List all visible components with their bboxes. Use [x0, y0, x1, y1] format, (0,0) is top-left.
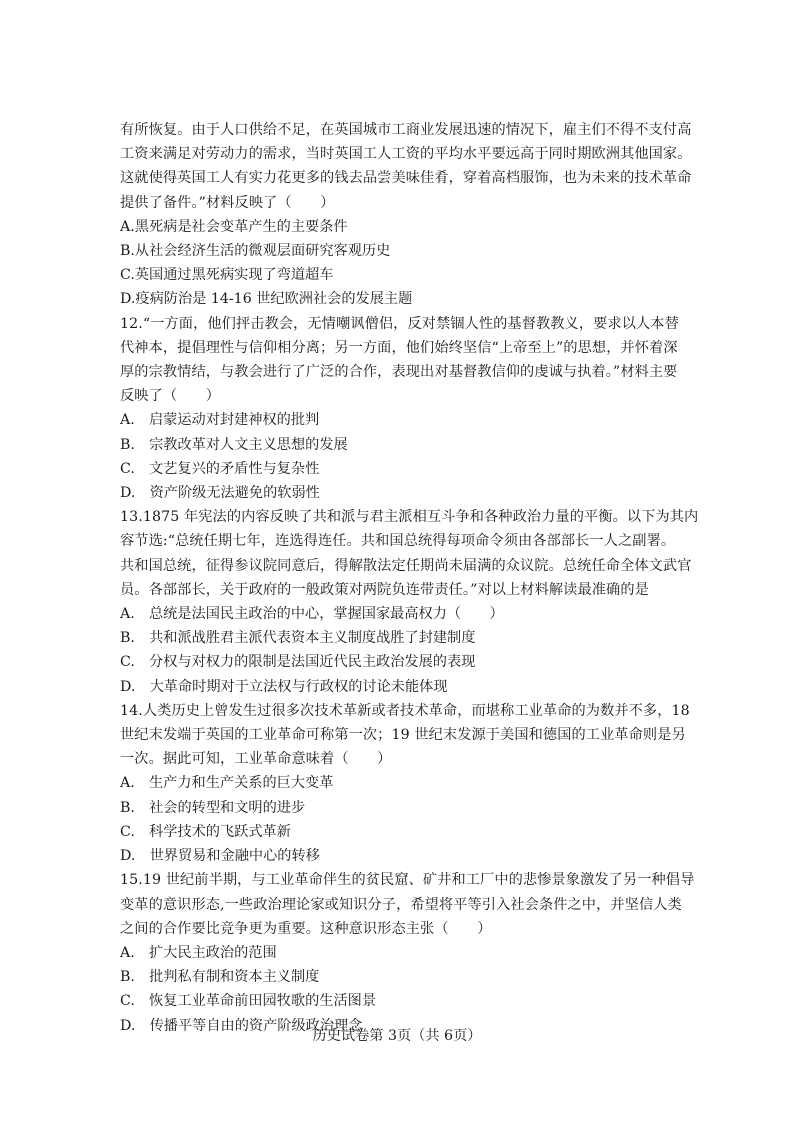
- question-12-option-a: A. 启蒙运动对封建神权的批判: [120, 412, 320, 429]
- stem-line: 这就使得英国工人有实力花更多的钱去品尝美味佳肴，穿着高档服饰，也为未来的技术革命: [120, 170, 692, 187]
- stem-line: 反映了（ ）: [120, 388, 221, 405]
- stem-line: 世纪末发端于英国的工业革命可称第一次；19 世纪末发源于美国和德国的工业革命则是另: [120, 727, 686, 744]
- question-12-option-b: B. 宗教改革对人文主义思想的发展: [120, 436, 348, 453]
- question-14-option-c: C. 科学技术的飞跃式革新: [120, 823, 291, 840]
- question-11: [120, 118, 692, 312]
- question-11-option-a: A.黑死病是社会变革产生的主要条件: [120, 218, 348, 235]
- stem-line: 提供了备件。”材料反映了（ ）: [120, 194, 335, 211]
- page-footer: 历史试卷第 3页（共 6页）: [312, 1028, 482, 1044]
- question-15: [120, 868, 695, 1037]
- stem-line: 有所恢复。由于人口供给不足，在英国城市工商业发展迅速的情况下，雇主们不得不支付高: [120, 122, 692, 138]
- stem-line: 共和国总统，征得参议院同意后，得解散法定任期尚未届满的众议院。总统任命全体文武官: [120, 557, 692, 574]
- stem-line: 容节选:“总统任期七年，连选得连任。共和国总统得每项命令须由各部部长一人之副署。: [120, 533, 676, 550]
- question-12-stem: [120, 312, 682, 409]
- exam-page-content: [120, 118, 699, 1038]
- stem-line: 工资来满足对劳动力的需求，当时英国工人工资的平均水平要远高于同时期欧洲其他国家。: [120, 146, 692, 163]
- question-15-option-b: B. 批判私有制和资本主义制度: [120, 969, 320, 986]
- question-14-option-d: D. 世界贸易和金融中心的转移: [120, 848, 320, 865]
- question-14-option-b: B. 社会的转型和文明的进步: [120, 799, 306, 816]
- stem-line: 一次。据此可知，工业革命意味着（ ）: [120, 751, 392, 768]
- question-11-option-b: B.从社会经济生活的微观层面研究客观历史: [120, 243, 391, 260]
- question-13-option-d: D. 大革命时期对于立法权与行政权的讨论未能体现: [120, 678, 448, 695]
- question-15-option-c: C. 恢复工业革命前田园牧歌的生活图景: [120, 993, 377, 1010]
- stem-line: 14.人类历史上曾发生过很多次技术革新或者技术革命，而堪称工业革命的为数并不多，18: [120, 702, 690, 719]
- question-11-option-d: D.疫病防治是 14-16 世纪欧洲社会的发展主题: [120, 291, 413, 308]
- question-11-option-c: C.英国通过黑死病实现了弯道超车: [120, 267, 334, 284]
- stem-line: 之间的合作要比竞争更为重要。这种意识形态主张（ ）: [120, 920, 492, 937]
- stem-line: 13.1875 年宪法的内容反映了共和派与君主派相互斗争和各种政治力量的平衡。以下为其内: [120, 509, 699, 526]
- question-12: [120, 312, 682, 506]
- question-13-option-c: C. 分权与对权力的限制是法国近代民主政治发展的表现: [120, 654, 476, 671]
- question-13-option-b: B. 共和派战胜君主派代表资本主义制度战胜了封建制度: [120, 630, 476, 647]
- stem-line: 变革的意识形态,一些政治理论家或知识分子，希望将平等引入社会条件之中，并坚信人类: [120, 896, 682, 913]
- question-14: [120, 699, 690, 868]
- question-13-option-a: A. 总统是法国民主政治的中心，掌握国家最高权力（ ）: [120, 606, 504, 623]
- question-12-option-d: D. 资产阶级无法避免的软弱性: [120, 485, 320, 502]
- question-13-stem: [120, 505, 699, 602]
- stem-line: 员。各部部长，关于政府的一般政策对两院负连带责任。”对以上材料解读最准确的是: [120, 581, 649, 598]
- stem-line: 15.19 世纪前半期，与工业革命伴生的贫民窟、矿井和工厂中的悲惨景象激发了另一种倡导: [120, 872, 695, 889]
- question-12-option-c: C. 文艺复兴的矛盾性与复杂性: [120, 460, 320, 477]
- question-15-stem: [120, 868, 695, 941]
- question-14-stem: [120, 699, 690, 772]
- question-14-option-a: A. 生产力和生产关系的巨大变革: [120, 775, 334, 792]
- stem-line: 代神本，提倡理性与信仰相分离；另一方面，他们始终坚信“上帝至上”的思想，并怀着深: [120, 339, 678, 356]
- question-13: [120, 505, 699, 699]
- question-11-stem: [120, 118, 692, 215]
- question-15-option-a: A. 扩大民主政治的范围: [120, 944, 277, 961]
- stem-line: 厚的宗教情结，与教会进行了广泛的合作，表现出对基督教信仰的虔诚与执着。”材料主要: [120, 364, 678, 381]
- stem-line: 12.“一方面，他们抨击教会，无情嘲讽僧侣，反对禁锢人性的基督教教义，要求以人本替: [120, 315, 679, 332]
- question-15-option-d: D. 传播平等自由的资产阶级政治理念: [120, 1017, 363, 1034]
